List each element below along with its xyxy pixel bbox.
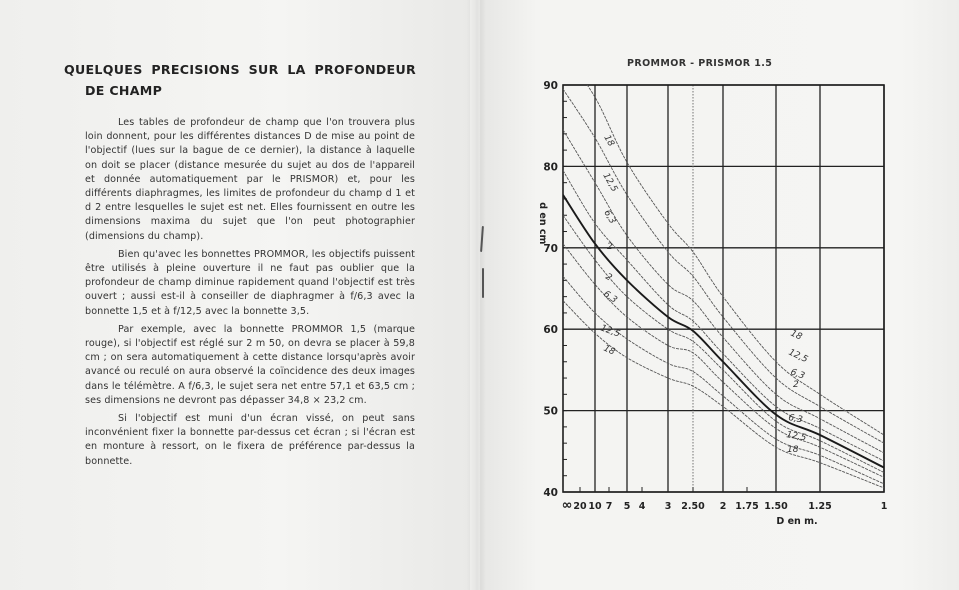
chart-title: PROMMOR - PRISMOR 1.5 — [627, 58, 773, 69]
curve-label: 6,3 — [788, 367, 806, 382]
curve-label: 12,5 — [786, 347, 810, 366]
y-tick-label: 50 — [543, 405, 558, 418]
curve-label: 18 — [787, 445, 799, 455]
x-tick-label: 2.50 — [681, 501, 705, 512]
y-tick-label: 90 — [543, 80, 558, 92]
y-tick-label: 80 — [543, 161, 558, 174]
curve-label: 6,3 — [601, 208, 618, 226]
curve-label: 18 — [788, 328, 804, 343]
x-tick-label: 2 — [719, 501, 727, 512]
curve-label: 12,5 — [598, 323, 622, 340]
paragraph: Par exemple, avec la bonnette PROMMOR 1,5 (marque rouge), si l'objectif est réglé sur 2 m 50, on devra se placer à 59,8 cm ; on sera automatiquement à cette distance lorsqu'après avoir avancé ou reculé on aura observé la coïncidence des deux images dans le télémètre. A f/6,3, le sujet sera net entre 57,1 et 63,5 cm ; ses dimensions ne devront pas dépasser 34,8 × 23,2 cm. — [85, 323, 415, 406]
y-tick-label: 70 — [543, 242, 558, 255]
x-tick-label: 1.25 — [808, 501, 832, 512]
x-tick-label: 1.75 — [735, 501, 759, 512]
paragraph: Bien qu'avec les bonnettes PROMMOR, les objectifs puissent être utilisés à pleine ouverture il ne faut pas oublier que la profondeur de champ diminue rapidement quand l'objectif est très ouvert ; aussi est-il à conseiller de diaphragmer à f/6,3 avec la bonnette 1,5 et à f/12,5 avec la bonnette 3,5. — [85, 248, 415, 317]
curve-label: 6,3 — [787, 413, 804, 426]
x-axis-title: D en m. — [776, 516, 818, 527]
x-tick-label: ∞ — [561, 498, 573, 513]
title-word: QUELQUES — [64, 62, 143, 77]
curve-label: 18 — [601, 343, 617, 358]
x-tick-label: 10 — [588, 501, 602, 512]
x-tick-label: 3 — [664, 501, 672, 512]
curve-label: 6,3 — [601, 289, 619, 306]
x-tick-label: 7 — [605, 501, 613, 512]
curve-label: 12,5 — [600, 171, 620, 194]
title-word: PRECISIONS — [151, 62, 240, 77]
y-tick-label: 40 — [543, 487, 558, 499]
x-tick-label: 5 — [623, 501, 631, 512]
paragraph: Si l'objectif est muni d'un écran vissé, on peut sans inconvénient fixer la bonnette par-dessus cet écran ; si l'écran est en monture à ressort, on le fixera de préférence par-dessus la bonnette. — [85, 413, 415, 467]
y-axis-title: d en cm — [537, 202, 548, 245]
x-tick-label: 4 — [638, 501, 646, 512]
x-tick-label: 1 — [880, 501, 888, 512]
title-line-2: DE CHAMP — [85, 83, 163, 98]
curve-label: 18 — [601, 133, 616, 149]
y-tick-label: 60 — [543, 324, 558, 337]
curve-label: 2 — [793, 380, 799, 390]
title-word: LA — [287, 62, 306, 77]
x-tick-label: 1.50 — [764, 501, 788, 512]
title-word: PROFONDEUR — [314, 62, 416, 77]
curve-label: 12,5 — [785, 430, 807, 444]
paragraph: Les tables de profondeur de champ que l'on trouvera plus loin donnent, pour les différentes distances D de mise au point de l'objectif (lues sur la bague de ce dernier), la distance à laquelle on doit se placer (distance mesurée du sujet au dos de l'appareil et donnée automatiquement par le PRISMOR) et, pour les différents diaphragmes, les limites de profondeur du champ d 1 et d 2 entre lesquelles le sujet est net. Elles fournissent en outre les dimensions maxima du sujet que l'on peut photographier (dimensions du champ). — [85, 117, 415, 242]
x-tick-label: 20 — [573, 501, 587, 512]
curve-label: 2 — [607, 242, 613, 252]
title-word: SUR — [248, 62, 279, 77]
curve-label: 2 — [603, 271, 614, 284]
